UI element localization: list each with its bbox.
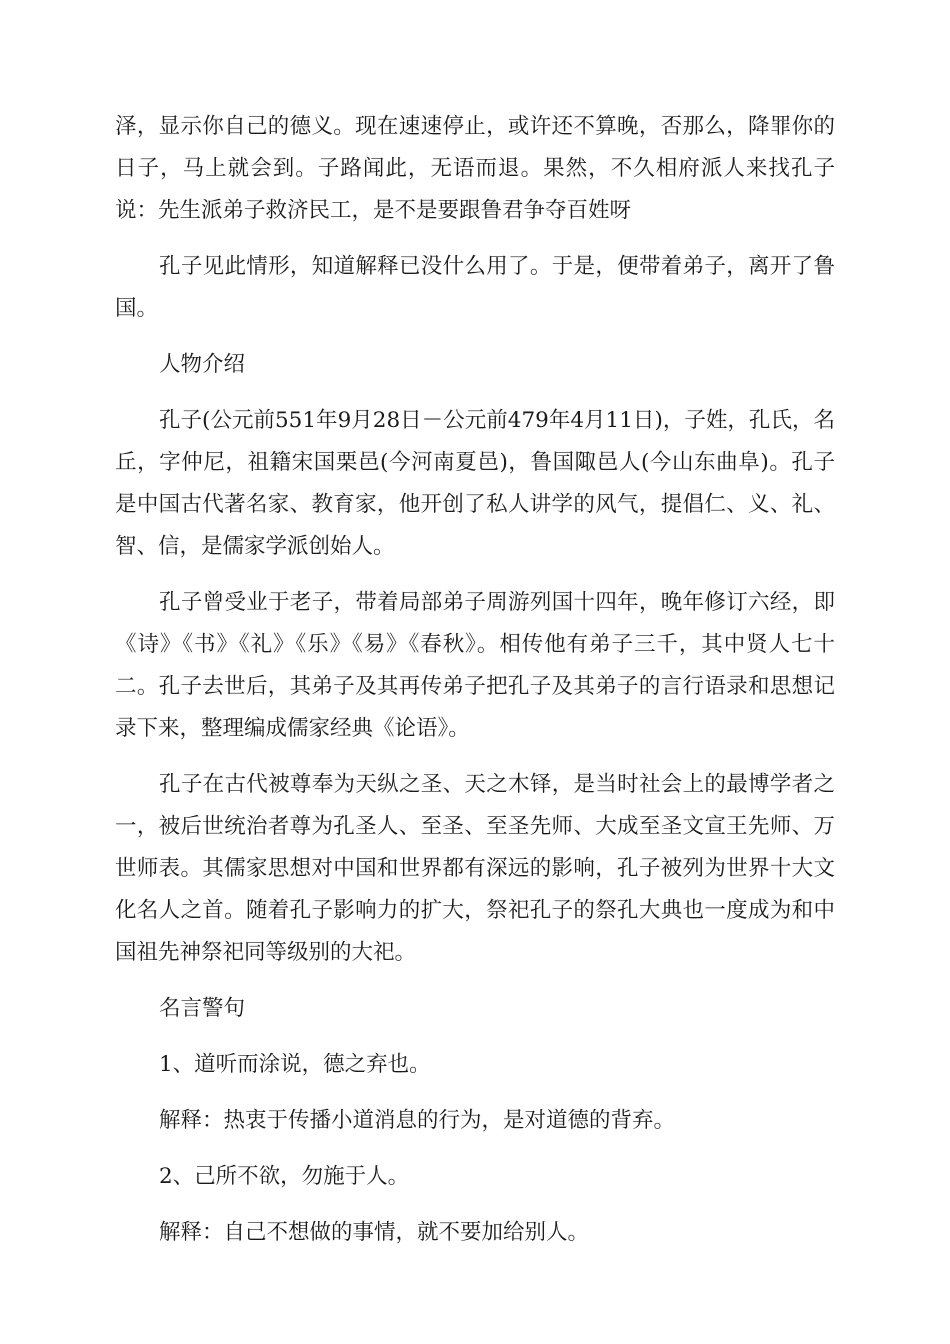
paragraph-leaving-lu: 孔子见此情形，知道解释已没什么用了。于是，便带着弟子，离开了鲁国。 <box>115 254 835 321</box>
document-page <box>115 106 835 1268</box>
quote-explanation-2: 解释：自己不想做的事情，就不要加给别人。 <box>159 1220 590 1245</box>
paragraph-biography-teaching: 孔子曾受业于老子，带着局部弟子周游列国十四年，晚年修订六经，即《诗》《书》《礼》《乐》《易》《春秋》。相传他有弟子三千，其中贤人七十二。孔子去世后，其弟子及其再传弟子把孔子及其弟子的言行语录和思想记录下来，整理编成儒家经典《论语》。 <box>115 590 835 741</box>
quote-item-1: 1、道听而涂说，德之弃也。 <box>159 1052 431 1077</box>
paragraph-continuation: 泽，显示你自己的德义。现在速速停止，或许还不算晚，否那么，降罪你的日子，马上就会到。子路闻此，无语而退。果然，不久相府派人来找孔子说：先生派弟子救济民工，是不是要跟鲁君争夺百姓呀 <box>115 114 835 223</box>
quote-item-2: 2、己所不欲，勿施于人。 <box>159 1164 410 1189</box>
section-heading-quotes: 名言警句 <box>159 996 246 1021</box>
paragraph-biography-intro: 孔子(公元前551年9月28日－公元前479年4月11日)，子姓，孔氏，名丘，字仲尼，祖籍宋国栗邑(今河南夏邑)，鲁国陬邑人(今山东曲阜)。孔子是中国古代著名家、教育家，他开创了私人讲学的风气，提倡仁、义、礼、智、信，是儒家学派创始人。 <box>115 408 835 559</box>
section-heading-biography: 人物介绍 <box>159 352 246 377</box>
paragraph-biography-legacy: 孔子在古代被尊奉为天纵之圣、天之木铎，是当时社会上的最博学者之一，被后世统治者尊为孔圣人、至圣、至圣先师、大成至圣文宣王先师、万世师表。其儒家思想对中国和世界都有深远的影响，孔子被列为世界十大文化名人之首。随着孔子影响力的扩大，祭祀孔子的祭孔大典也一度成为和中国祖先神祭祀同等级别的大祀。 <box>115 772 835 965</box>
quote-explanation-1: 解释：热衷于传播小道消息的行为，是对道德的背弃。 <box>159 1108 676 1133</box>
